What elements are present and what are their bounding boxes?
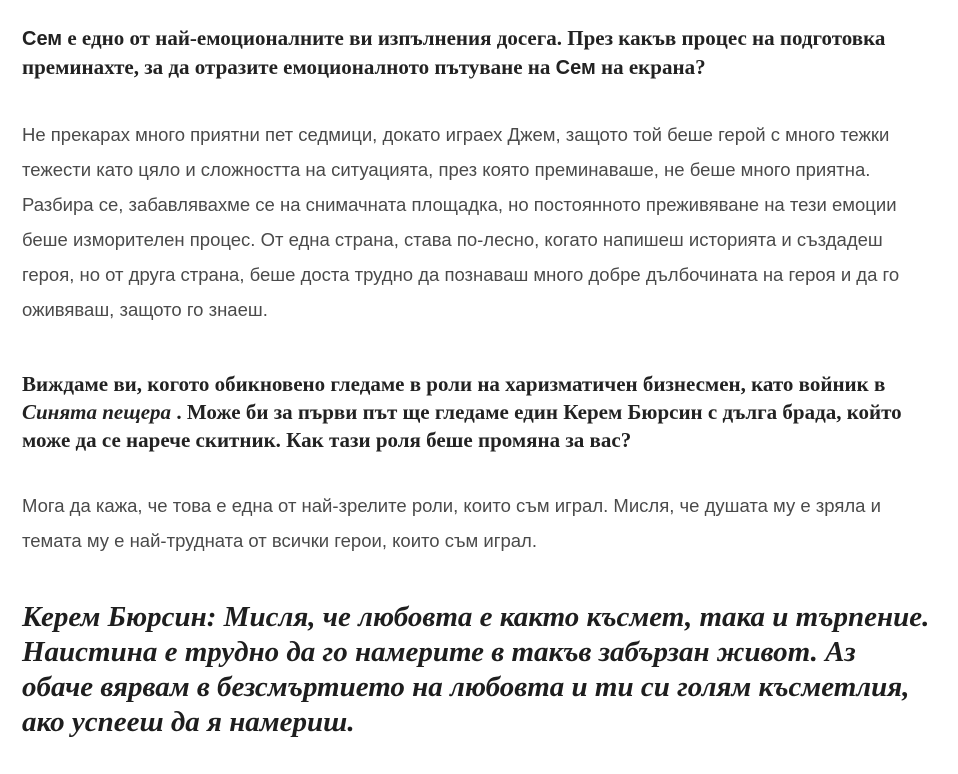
question-2 xyxy=(22,370,942,454)
pull-quote: Керем Бюрсин: Мисля, че любовта е както късмет, така и търпение. Наистина е трудно да го намерите в такъв забързан живот. Аз обаче вярвам в безсмъртието на любовта и ти си голям късметлия, ако успееш да я намериш. xyxy=(22,601,930,738)
question-text: Виждаме ви, когото обикновено гледаме в роли на харизматичен бизнесмен, като войник в xyxy=(22,372,886,396)
question-text: на екрана? xyxy=(595,55,706,79)
series-title: Синята пещера xyxy=(22,400,172,424)
question-text: е едно от най-емоционалните ви изпълнения досега. През какъв процес на подготовка преминахте, за да отразите емоционалното пътуване на xyxy=(22,26,886,79)
character-name: Сем xyxy=(555,57,596,79)
question-1 xyxy=(22,24,922,82)
question-text: . Може би за първи път ще гледаме един Керем Бюрсин с дълга брада, който може да се нарече скитник. Как тази роля беше промяна за вас? xyxy=(22,400,902,452)
answer-1: Не прекарах много приятни пет седмици, докато играех Джем, защото той беше герой с много тежки тежести като цяло и сложността на ситуацията, през която преминаваше, не беше много приятна. Разбира се, забавлявахме се на снимачната площадка, но постоянното преживяване на тези емоции беше изморителен процес. От една страна, става по-лесно, когато напишеш историята и създадеш героя, но от друга страна, беше доста трудно да познаваш много добре дълбочината на героя и да го оживяваш, защото го знаеш. xyxy=(22,124,900,320)
character-name: Сем xyxy=(22,28,63,50)
answer-2: Мога да кажа, че това е една от най-зрелите роли, които съм играл. Мисля, че душата му е зряла и темата му е най-трудната от всички герои, които съм играл. xyxy=(22,495,881,551)
